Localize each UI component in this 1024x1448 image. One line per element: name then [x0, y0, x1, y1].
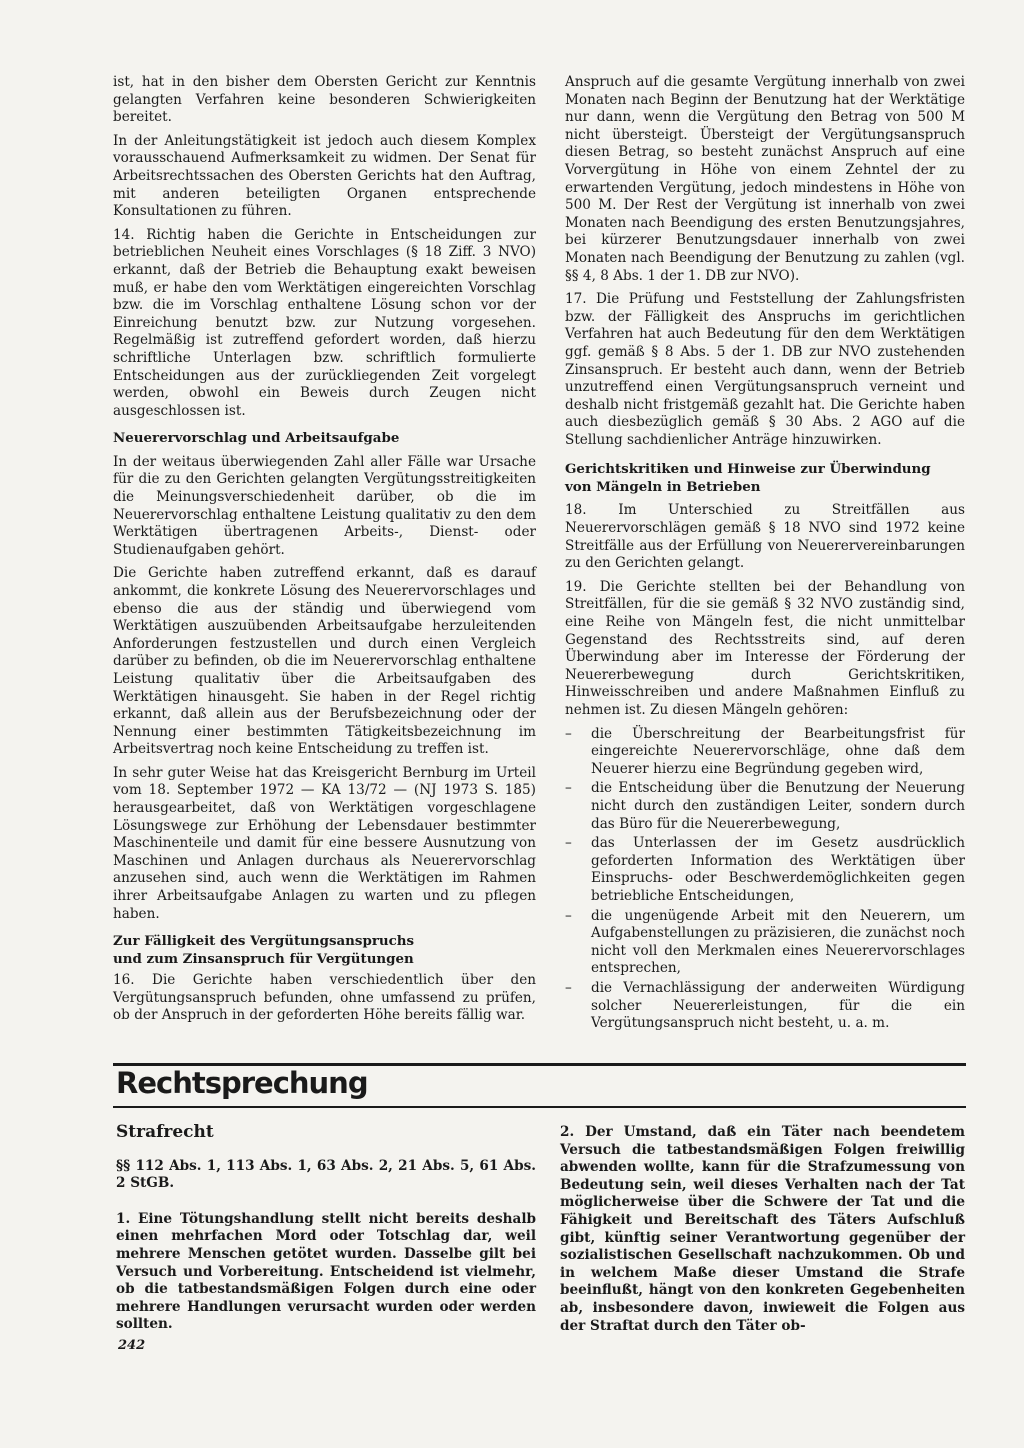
subheading-line: Gerichtskritiken und Hinweise zur Überwindung [565, 461, 931, 478]
subheading [113, 933, 536, 968]
case-left-column [116, 1124, 536, 1340]
section-rule-bottom [113, 1106, 966, 1108]
subheading-line: von Mängeln in Betrieben [565, 478, 761, 495]
case-right-column [560, 1124, 965, 1341]
list-item: – die Vernachlässigung der anderweiten Würdigung solcher Neuererleistungen, für die ein Vergütungsanspruch nicht besteht, u. a. m. [565, 980, 965, 1033]
paragraph: ist, hat in den bisher dem Obersten Gericht zur Kenntnis gelangten Verfahren keine besonderen Schwierigkeiten bereitet. [113, 74, 536, 126]
deficiency-list [565, 726, 965, 1033]
paragraph: In sehr guter Weise hat das Kreisgericht Bernburg im Urteil vom 18. September 1972 — KA 13/72 — (NJ 1973 S. 185) herausgearbeitet, daß von Werktätigen vorgeschlagene Lösungswege zur Erhöhung der Lebensdauer bestimmter Maschinenteile und damit für eine bessere Ausnutzung von Maschinen und Anlagen durchaus als Neuerervorschlag anzusehen sind, auch wenn die Werktätigen im Rahmen ihrer Arbeitsaufgabe Anlagen zu warten und zu pflegen haben. [113, 764, 536, 922]
paragraph: 19. Die Gerichte stellten bei der Behandlung von Streitfällen, für die sie gemäß § 32 NVO zuständig sind, eine Reihe von Mängeln fest, die nicht unmittelbar Gegenstand des Rechtsstreits sind, auf deren Überwindung aber im Interesse der Förderung der Neuererbewegung durch Gerichtskritiken, Hinweisschreiben und andere Maßnahmen Einfluß zu nehmen ist. Zu diesen Mängeln gehören: [565, 578, 965, 718]
list-item: – die ungenügende Arbeit mit den Neuerern, um Aufgabenstellungen zu präzisieren, die zunächst noch nicht voll den Merkmalen eines Neuerervorschlages entsprechen, [565, 908, 965, 978]
right-column [565, 74, 965, 1035]
paragraph: Anspruch auf die gesamte Vergütung innerhalb von zwei Monaten nach Beginn der Benutzung hat der Werktätige nur dann, wenn die Vergütung den Betrag von 500 M nicht übersteigt. Übersteigt der Vergütungsanspruch diesen Betrag, so besteht zunächst Anspruch auf eine Vorvergütung in Höhe von einem Zehntel der zu erwartenden Vergütung, jedoch mindestens in Höhe von 500 M. Der Rest der Vergütung ist innerhalb von zwei Monaten nach Beendigung des ersten Benutzungsjahres, bei kürzerer Benutzungsdauer innerhalb von zwei Monaten nach Beendigung der Benutzung zu zahlen (vgl. §§ 4, 8 Abs. 1 der 1. DB zur NVO). [565, 74, 965, 284]
list-item: – die Entscheidung über die Benutzung der Neuerung nicht durch den zuständigen Leiter, sondern durch das Büro für die Neuererbewegung, [565, 780, 965, 833]
paragraph: 16. Die Gerichte haben verschiedentlich über den Vergütungsanspruch befunden, ohne umfassend zu prüfen, ob der Anspruch in der geforderten Höhe bereits fällig war. [113, 972, 536, 1024]
page-number: 242 [118, 1338, 146, 1353]
headnote: 2. Der Umstand, daß ein Täter nach beendetem Versuch die tatbestandsmäßigen Folgen freiwillig abwenden wollte, kann für die Strafzumessung von Bedeutung sein, weil dieses Verhalten nach der Tat möglicherweise über die Schwere der Tat und die Fähigkeit und Bereitschaft des Täters Aufschluß gibt, künftig seiner Verantwortung gegenüber der sozialistischen Gesellschaft nachzukommen. Ob und in welchem Maße dieser Umstand die Strafe beeinflußt, hängt von den konkreten Gegebenheiten ab, insbesondere davon, inwieweit die Folgen aus der Straftat durch den Täter ob- [560, 1124, 965, 1334]
paragraph: 17. Die Prüfung und Feststellung der Zahlungsfristen bzw. der Fälligkeit des Anspruchs im gerichtlichen Verfahren hat auch Bedeutung für den dem Werktätigen ggf. gemäß § 8 Abs. 5 der 1. DB zur NVO zustehenden Zinsanspruch. Er besteht auch dann, wenn der Betrieb unzutreffend einen Vergütungsanspruch verneint und deshalb nicht fristgemäß gezahlt hat. Die Gerichte haben auch diesbezüglich gemäß § 30 Abs. 2 AGO auf die Stellung sachdienlicher Anträge hinzuwirken. [565, 291, 965, 448]
case-subtitle: Strafrecht [116, 1122, 214, 1142]
paragraph: Die Gerichte haben zutreffend erkannt, daß es darauf ankommt, die konkrete Lösung des Neuerervorschlages und ebenso die aus der ständig und überwiegend vom Werktätigen auszuübenden Arbeitsaufgabe herzuleitenden Anforderungen festzustellen und durch einen Vergleich darüber zu befinden, ob die im Neuerervorschlag enthaltene Leistung qualitativ über die Arbeitsaufgaben des Werktätigen hinausgeht. Sie haben in der Regel richtig erkannt, daß allein aus der Berufsbezeichnung oder der Nennung einer bestimmten Tätigkeitsbezeichnung im Arbeitsvertrag noch keine Entscheidung zu treffen ist. [113, 565, 536, 758]
list-item: – die Überschreitung der Bearbeitungsfrist für eingereichte Neuerervorschläge, ohne daß dem Neuerer hierzu eine Begründung gegeben wird, [565, 726, 965, 779]
paragraph: In der Anleitungstätigkeit ist jedoch auch diesem Komplex vorausschauend Aufmerksamkeit zu widmen. Der Senat für Arbeitsrechtssachen des Obersten Gerichts hat den Auftrag, mit anderen beteiligten Organen entsprechende Konsultationen zu führen. [113, 132, 536, 220]
paragraph: 18. Im Unterschied zu Streitfällen aus Neuerervorschlägen gemäß § 18 NVO sind 1972 keine Streitfälle aus der Erfüllung von Neuerervereinbarungen zu den Gerichten gelangt. [565, 502, 965, 572]
law-reference: §§ 112 Abs. 1, 113 Abs. 1, 63 Abs. 2, 21 Abs. 5, 61 Abs. 2 StGB. [116, 1157, 536, 1192]
subheading-line: und zum Zinsanspruch für Vergütungen [113, 950, 414, 967]
paragraph: 14. Richtig haben die Gerichte in Entscheidungen zur betrieblichen Neuheit eines Vorschlages (§ 18 Ziff. 3 NVO) erkannt, daß der Betrieb die Behauptung exakt beweisen muß, er habe den vom Werktätigen eingereichten Vorschlag bzw. die im Vorschlag enthaltene Lösung schon vor der Einreichung benutzt bzw. zur Nutzung vorgesehen. Regelmäßig ist zutreffend gefordert worden, daß hierzu schriftliche Unterlagen bzw. schriftlich formulierte Entscheidungen aus der zurückliegenden Zeit vorgelegt werden, obwohl ein Beweis durch Zeugen nicht ausgeschlossen ist. [113, 226, 536, 419]
headnote: 1. Eine Tötungshandlung stellt nicht bereits deshalb einen mehrfachen Mord oder Totschlag dar, weil mehrere Menschen getötet wurden. Dasselbe gilt bei Versuch und Vorbereitung. Entscheidend ist vielmehr, ob die tatbestandsmäßigen Folgen durch eine oder mehrere Handlungen verursacht wurden oder werden sollten. [116, 1210, 536, 1333]
left-column [113, 74, 536, 1031]
paragraph: In der weitaus überwiegenden Zahl aller Fälle war Ursache für die zu den Gerichten gelangten Vergütungsstreitigkeiten die Meinungsverschiedenheit darüber, ob die im Neuerervorschlag enthaltene Leistung qualitativ zu den dem Werktätigen übertragenen Arbeits-, Dienst- oder Studienaufgaben gehört. [113, 453, 536, 558]
subheading-line: Zur Fälligkeit des Vergütungsanspruchs [113, 933, 415, 950]
list-item: – das Unterlassen der im Gesetz ausdrücklich geforderten Information des Werktätigen über Einspruchs- oder Beschwerdemöglichkeiten gegen betriebliche Entscheidungen, [565, 835, 965, 905]
section-title: Rechtsprechung [116, 1066, 368, 1100]
subheading: Neuerervorschlag und Arbeitsaufgabe [113, 430, 400, 447]
subheading [565, 461, 965, 496]
